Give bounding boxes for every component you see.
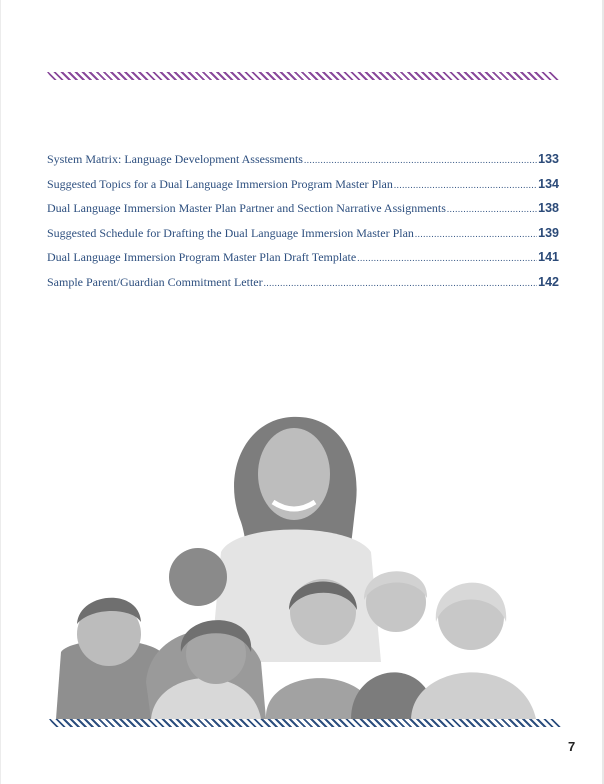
toc-entry-title: System Matrix: Language Development Assessments <box>47 152 303 166</box>
table-of-contents <box>47 152 559 300</box>
toc-entry-title: Sample Parent/Guardian Commitment Letter <box>47 274 263 289</box>
toc-leader-dots <box>304 155 537 165</box>
teacher-children-photo <box>51 412 561 719</box>
toc-entry-page: 134 <box>538 176 559 191</box>
toc-entry[interactable] <box>47 226 559 251</box>
toc-entry[interactable] <box>47 201 559 226</box>
toc-entry[interactable] <box>47 250 559 275</box>
page-number: 7 <box>568 739 576 754</box>
toc-entry[interactable] <box>47 177 559 202</box>
toc-entry-page: 133 <box>538 152 559 166</box>
toc-entry-title: Dual Language Immersion Program Master Plan Draft Template <box>47 250 357 265</box>
toc-entry-title: Suggested Schedule for Drafting the Dual Language Immersion Master Plan <box>47 225 414 240</box>
toc-leader-dots <box>394 180 537 190</box>
toc-entry-page: 138 <box>538 201 559 216</box>
toc-entry-title: Dual Language Immersion Master Plan Partner and Section Narrative Assignments <box>47 201 446 216</box>
toc-leader-dots <box>357 253 537 263</box>
toc-entry-page: 139 <box>538 225 559 240</box>
toc-leader-dots <box>264 278 538 288</box>
toc-entry[interactable] <box>47 152 559 177</box>
toc-entry-page: 142 <box>538 274 559 289</box>
toc-entry[interactable] <box>47 275 559 300</box>
toc-entry-title: Suggested Topics for a Dual Language Immersion Program Master Plan <box>47 176 393 191</box>
decorative-stripe-bottom <box>49 719 561 727</box>
toc-leader-dots <box>415 229 537 239</box>
decorative-stripe-top <box>47 72 559 80</box>
toc-entry-page: 141 <box>538 250 559 265</box>
toc-leader-dots <box>447 204 537 214</box>
